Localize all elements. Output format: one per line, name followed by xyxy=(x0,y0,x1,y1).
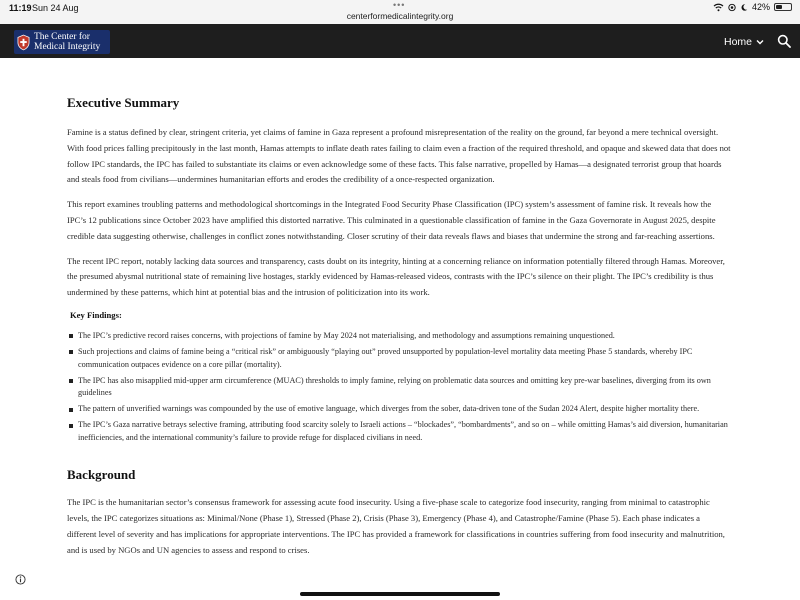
battery-icon xyxy=(774,3,792,11)
status-bar xyxy=(0,0,800,24)
home-menu-button[interactable] xyxy=(724,36,764,48)
executive-summary-heading: Executive Summary xyxy=(67,95,180,110)
location-icon xyxy=(728,3,736,12)
battery-level xyxy=(776,5,782,9)
background-paragraph: The IPC is the humanitarian sector’s consensus framework for assessing acute food insecurity. Using a five-phase scale to categorize food insecurity, ranging from minimal to catastrophic levels, the IPC categorizes situations as: Minimal/None (Phase 1), Stressed (Phase 2), Crisis (Phase 3), Emergency (Phase 4), and Catastrophe/Famine (Phase 5). Each phase indicates a different level of severity and has implications for appropriate interventions. The IPC has provided a framework for classifications in countries suffering from food insecurity and malnutrition, and is used by NGOs and UN agencies to assess and respond to crises. xyxy=(67,497,725,555)
list-item: The IPC has also misapplied mid-upper arm circumference (MUAC) thresholds to imply famine, relying on problematic data sources and omitting key pre-war baselines, diverging from its own guidelines xyxy=(67,375,731,400)
wifi-icon xyxy=(713,3,724,12)
logo-line-1: The Center for xyxy=(34,32,90,42)
status-icons xyxy=(713,2,792,12)
multitask-dots[interactable]: ••• xyxy=(393,0,406,10)
chevron-down-icon xyxy=(756,39,764,45)
site-header xyxy=(0,24,800,58)
status-date: Sun 24 Aug xyxy=(32,3,79,13)
moon-icon xyxy=(740,3,748,12)
summary-paragraph-2: This report examines troubling patterns and methodological shortcomings in the Integrated Food Security Phase Classification (IPC) system’s assessment of famine risk. It reveals how the IPC’s 12 publications since October 2023 have amplified this distorted narrative. This culminated in a questionable classification of famine in the Gaza Governorate in August 2025, despite credible data suggesting otherwise, challenges in conflict zones notwithstanding. Closer scrutiny of their data reveals flaws and biases that undermine the strong and far-reaching assertions. xyxy=(67,199,716,241)
key-findings-list xyxy=(67,330,731,444)
list-item: The IPC’s predictive record raises concerns, with projections of famine by May 2024 not materialising, and methodology and assumptions remaining unquestioned. xyxy=(67,330,731,343)
logo-line-2: Medical Integrity xyxy=(34,42,101,52)
article-content xyxy=(67,58,731,558)
info-icon[interactable] xyxy=(15,574,26,585)
status-time: 11:19 xyxy=(9,3,32,13)
summary-paragraph-1: Famine is a status defined by clear, stringent criteria, yet claims of famine in Gaza represent a profound misrepresentation of the reality on the ground, far beyond a mere technical oversight. With food prices falling precipitously in the last month, Hamas attempts to inflate death rates failing to claim even a fraction of the required threshold, and opaque and skewed data that does not follow IPC standards, the IPC has failed to substantiate its claims or even acknowledge some of these facts. This false narrative, propelled by Hamas—a designated terrorist group that hoards and steals food from civilians—undermines humanitarian efforts and erodes the credibility of a once-respected organization. xyxy=(67,127,731,185)
home-indicator[interactable] xyxy=(300,592,500,596)
shield-logo-icon xyxy=(17,34,30,51)
summary-paragraph-3: The recent IPC report, notably lacking data sources and transparency, casts doubt on its integrity, hinting at a concerning reliance on information potentially filtered through Hamas. Moreover, the presumed abysmal nutritional state of remaining live hostages, starkly evidenced by Hamas-released videos, contrasts with the IPC’s silence on their plight. The IPC’s credibility is thus undermined by these patterns, which hint at potential bias and the intrusion of politicization into its work. xyxy=(67,255,725,298)
search-icon[interactable] xyxy=(777,34,791,48)
logo-text xyxy=(34,32,100,52)
home-label: Home xyxy=(723,36,752,48)
address-bar-url[interactable]: centerformedicalintegrity.org xyxy=(346,11,454,21)
site-logo[interactable] xyxy=(14,30,110,54)
background-heading: Background xyxy=(67,467,136,483)
battery-percent: 42% xyxy=(751,2,770,12)
key-findings-heading: Key Findings: xyxy=(70,309,122,320)
list-item: The pattern of unverified warnings was compounded by the use of emotive language, which diverges from the sober, data-driven tone of the Sudan 2024 Alert, despite higher mortality there. xyxy=(67,403,731,416)
list-item: The IPC’s Gaza narrative betrays selective framing, attributing food scarcity solely to Israeli actions – “blockades”, “bombardments”, and so on – while omitting Hamas’s aid diversion, humanitarian inefficiencies, and the international community’s failure to provide refuge for displaced civilians in need. xyxy=(67,419,731,444)
list-item: Such projections and claims of famine being a “critical risk” or ambiguously “playing out” proved unsupported by population-level mortality data meeting Phase 5 standards, whereby IPC communication outpaces evidence on a core pillar (mortality). xyxy=(67,346,731,371)
